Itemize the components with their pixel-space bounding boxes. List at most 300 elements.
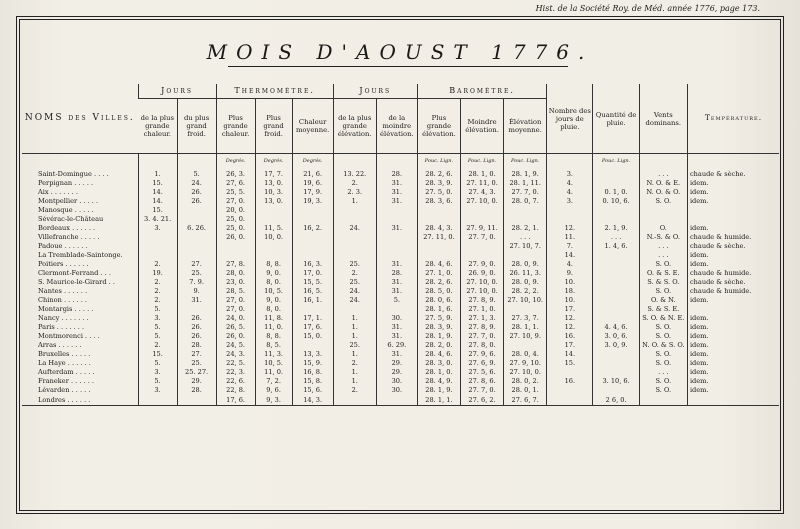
- header-jours-2: Jours: [333, 84, 417, 99]
- table-cell: 27. 8, 9.: [461, 296, 504, 305]
- table-cell: idem.: [687, 377, 779, 386]
- table-cell: 26. 9, 0.: [461, 269, 504, 278]
- table-cell: 26, 3.: [216, 170, 255, 179]
- table-cell: [376, 395, 417, 406]
- table-row: [22, 377, 779, 386]
- table-cell: 28. 2, 6.: [417, 170, 460, 179]
- city-name: Clermont-Ferrand . . .: [38, 269, 111, 278]
- table-cell: [593, 179, 639, 188]
- unit-cell: Degrés.: [216, 154, 255, 171]
- table-cell: [333, 215, 376, 224]
- table-cell: 24.: [333, 296, 376, 305]
- header-sub: du plus grand froid.: [177, 99, 216, 154]
- table-cell: 28.: [177, 386, 216, 395]
- table-cell: 30.: [376, 377, 417, 386]
- table-cell: . . .: [504, 233, 547, 242]
- table-cell: [376, 242, 417, 251]
- unit-cell: Pouc. Lign.: [461, 154, 504, 171]
- table-cell: 25, 5.: [216, 188, 255, 197]
- table-cell: 25, 0.: [216, 224, 255, 233]
- table-cell: [292, 242, 333, 251]
- table-cell: chaude & humide.: [687, 233, 779, 242]
- table-cell: 27. 9, 0.: [461, 260, 504, 269]
- table-cell: S. O.: [639, 260, 687, 269]
- table-cell: 1. 4, 6.: [593, 242, 639, 251]
- table-cell: [593, 206, 639, 215]
- table-cell: 15, 5.: [292, 278, 333, 287]
- table-row: [22, 269, 779, 278]
- table-cell: 1.: [333, 368, 376, 377]
- table-cell: 24.: [333, 287, 376, 296]
- table-row: [22, 260, 779, 269]
- table-cell: [292, 206, 333, 215]
- table-cell: [138, 395, 177, 406]
- table-cell: [177, 233, 216, 242]
- table-cell: [376, 305, 417, 314]
- table-cell: [687, 305, 779, 314]
- table-cell: 10.: [547, 278, 593, 287]
- table-cell: 27. 5, 6.: [461, 368, 504, 377]
- table-cell: [376, 215, 417, 224]
- table-cell: [138, 242, 177, 251]
- table-cell: chaude & sèche.: [687, 278, 779, 287]
- table-cell: 1.: [333, 377, 376, 386]
- table-cell: [593, 296, 639, 305]
- table-cell: 28. 0, 6.: [417, 296, 460, 305]
- table-cell: 28. 2, 0.: [417, 341, 460, 350]
- city-name: Saint-Domingue . . . .: [38, 170, 109, 179]
- table-cell: 11, 3.: [255, 350, 292, 359]
- table-cell: idem.: [687, 368, 779, 377]
- table-cell: 28. 0, 2.: [504, 377, 547, 386]
- table-row: [22, 224, 779, 233]
- table-cell: 27. 1, 0.: [461, 305, 504, 314]
- table-cell: 17, 0.: [292, 269, 333, 278]
- city-name: Aufterdam . . . . .: [38, 368, 95, 377]
- table-cell: 28. 1, 6.: [417, 305, 460, 314]
- table-cell: 27. 10, 10.: [504, 296, 547, 305]
- table-row: [22, 179, 779, 188]
- table-cell: 2.: [138, 260, 177, 269]
- table-cell: 28. 0, 7.: [504, 197, 547, 206]
- table-cell: 9, 0.: [255, 296, 292, 305]
- table-cell: 1.: [333, 332, 376, 341]
- table-cell: idem.: [687, 314, 779, 323]
- table-cell: 15, 6.: [292, 386, 333, 395]
- table-cell: [333, 305, 376, 314]
- table-cell: 4.: [547, 188, 593, 197]
- table-cell: 11.: [547, 233, 593, 242]
- table-cell: S. O.: [639, 332, 687, 341]
- table-cell: [216, 251, 255, 260]
- table-cell: 27. 8, 0.: [461, 341, 504, 350]
- table-cell: 27. 7, 0.: [461, 332, 504, 341]
- table-cell: [376, 233, 417, 242]
- table-cell: O. & S. E.: [639, 269, 687, 278]
- table-cell: 26.: [177, 332, 216, 341]
- table-cell: 24, 5.: [216, 341, 255, 350]
- table-cell: 16, 3.: [292, 260, 333, 269]
- table-cell: 27. 11, 0.: [461, 179, 504, 188]
- city-name: Franeker . . . . . .: [38, 377, 95, 386]
- running-head: Hist. de la Société Roy. de Méd. année 1776, page 173.: [535, 4, 760, 13]
- table-cell: 8, 5.: [255, 341, 292, 350]
- table-cell: 28. 1, 11.: [504, 179, 547, 188]
- table-cell: 26.: [177, 188, 216, 197]
- table-cell: 28. 0, 1.: [504, 386, 547, 395]
- table-cell: 0. 10, 6.: [593, 197, 639, 206]
- table-cell: 31.: [376, 197, 417, 206]
- header-sub: Plus grande élévation.: [417, 99, 460, 154]
- table-cell: [504, 341, 547, 350]
- table-cell: [504, 215, 547, 224]
- table-cell: 31.: [376, 350, 417, 359]
- table-cell: 13, 0.: [255, 179, 292, 188]
- table-cell: [547, 368, 593, 377]
- table-cell: 20, 0.: [216, 206, 255, 215]
- table-cell: 28. 2, 6.: [417, 278, 460, 287]
- table-cell: 28.: [177, 341, 216, 350]
- table-cell: 22, 5.: [216, 359, 255, 368]
- table-cell: 28. 3, 6.: [417, 197, 460, 206]
- table-cell: 25. 27.: [177, 368, 216, 377]
- table-cell: [255, 215, 292, 224]
- table-cell: 27.: [177, 350, 216, 359]
- table-cell: 15, 0.: [292, 332, 333, 341]
- table-cell: 10, 5.: [255, 287, 292, 296]
- table-cell: 28. 1, 1.: [417, 395, 460, 406]
- table-cell: 15, 9.: [292, 359, 333, 368]
- table-row: [22, 251, 779, 260]
- table-cell: [376, 251, 417, 260]
- header-pluie-quantite: Quantité de pluie.: [593, 84, 639, 154]
- table-cell: 8, 0.: [255, 278, 292, 287]
- table-cell: 15.: [138, 179, 177, 188]
- table-cell: 8, 0.: [255, 305, 292, 314]
- header-temperature: Température.: [687, 84, 779, 154]
- table-cell: [417, 242, 460, 251]
- table-cell: [177, 206, 216, 215]
- table-cell: 8, 8.: [255, 332, 292, 341]
- table-cell: 26, 0.: [216, 332, 255, 341]
- table-cell: [639, 206, 687, 215]
- table-cell: . . .: [639, 170, 687, 179]
- city-name: Montpellier . . . . .: [38, 197, 99, 206]
- table-cell: 22, 8.: [216, 386, 255, 395]
- header-sub: Plus grande chaleur.: [216, 99, 255, 154]
- table-cell: [333, 251, 376, 260]
- table-cell: 27. 7, 0.: [504, 188, 547, 197]
- table-cell: 28. 5, 0.: [417, 287, 460, 296]
- table-row: [22, 368, 779, 377]
- table-cell: 24.: [333, 224, 376, 233]
- table-cell: [255, 251, 292, 260]
- table-cell: 26, 5.: [216, 323, 255, 332]
- table-cell: 2.: [138, 278, 177, 287]
- table-cell: S. O.: [639, 197, 687, 206]
- table-cell: 12.: [547, 224, 593, 233]
- table-cell: 28. 1, 9.: [417, 332, 460, 341]
- table-cell: [417, 206, 460, 215]
- table-cell: 28. 1, 0.: [461, 170, 504, 179]
- table-cell: 28. 2, 1.: [504, 224, 547, 233]
- table-cell: 14.: [138, 188, 177, 197]
- city-name: Bordeaux . . . . . .: [38, 224, 96, 233]
- table-cell: 17.: [547, 305, 593, 314]
- header-sub: Plus grand froid.: [255, 99, 292, 154]
- table-cell: 24.: [177, 179, 216, 188]
- table-cell: chaude & humide.: [687, 287, 779, 296]
- table-cell: 15.: [138, 350, 177, 359]
- table-cell: 27, 8.: [216, 260, 255, 269]
- table-cell: 28. 3, 9.: [417, 323, 460, 332]
- table-cell: 27. 7, 0.: [461, 233, 504, 242]
- header-names: NOMS des Villes.: [24, 113, 135, 123]
- table-cell: [593, 260, 639, 269]
- city-name: Nantes . . . . . .: [38, 287, 88, 296]
- table-cell: 2.: [138, 296, 177, 305]
- table-cell: S. O.: [639, 386, 687, 395]
- table-cell: [547, 206, 593, 215]
- table-cell: [593, 287, 639, 296]
- table-cell: 16, 2.: [292, 224, 333, 233]
- table-cell: [593, 386, 639, 395]
- table-cell: 27. 3, 7.: [504, 314, 547, 323]
- table-cell: 5.: [138, 305, 177, 314]
- table-cell: O. & N.: [639, 296, 687, 305]
- table-cell: 27. 6, 7.: [504, 395, 547, 406]
- table-cell: [504, 251, 547, 260]
- table-cell: 13. 22.: [333, 170, 376, 179]
- table-cell: S. & S. O.: [639, 278, 687, 287]
- units-row: [22, 154, 779, 171]
- table-cell: idem.: [687, 323, 779, 332]
- table-cell: 28. 0, 9.: [504, 260, 547, 269]
- table-cell: 0. 1, 0.: [593, 188, 639, 197]
- table-cell: 1.: [333, 197, 376, 206]
- table-cell: 27. 10, 0.: [461, 197, 504, 206]
- table-row: [22, 350, 779, 359]
- table-cell: 3. 0, 6.: [593, 332, 639, 341]
- table-cell: S. O.: [639, 359, 687, 368]
- city-name: Lévarden . . . . .: [38, 386, 91, 395]
- table-cell: S. O.: [639, 287, 687, 296]
- unit-cell: Pouc. Lign.: [417, 154, 460, 171]
- table-cell: [376, 206, 417, 215]
- table-cell: 28, 0.: [216, 269, 255, 278]
- table-cell: 1.: [333, 323, 376, 332]
- table-cell: [593, 269, 639, 278]
- table-cell: 11, 0.: [255, 323, 292, 332]
- table-cell: 3.: [138, 314, 177, 323]
- table-cell: 28. 1, 0.: [417, 368, 460, 377]
- table-cell: 15, 8.: [292, 377, 333, 386]
- table-row: [22, 296, 779, 305]
- table-cell: [138, 233, 177, 242]
- table-cell: 10, 0.: [255, 233, 292, 242]
- table-cell: 25.: [333, 260, 376, 269]
- table-row: [22, 323, 779, 332]
- table-row: [22, 170, 779, 179]
- table-cell: 27. 5, 9.: [417, 314, 460, 323]
- table-cell: 2. 1, 9.: [593, 224, 639, 233]
- table-cell: idem.: [687, 341, 779, 350]
- title-rule: [228, 66, 568, 67]
- table-row: [22, 386, 779, 395]
- table-cell: 6. 26.: [177, 224, 216, 233]
- table-cell: 22, 3.: [216, 368, 255, 377]
- table-cell: 11, 0.: [255, 368, 292, 377]
- table-cell: O.: [639, 224, 687, 233]
- table-cell: idem.: [687, 332, 779, 341]
- table-cell: 27. 4, 3.: [461, 188, 504, 197]
- table-cell: 14.: [547, 350, 593, 359]
- table-cell: 31.: [376, 260, 417, 269]
- city-name: Chinon . . . . . .: [38, 296, 88, 305]
- table-cell: 31.: [376, 224, 417, 233]
- table-cell: [216, 242, 255, 251]
- table-cell: idem.: [687, 251, 779, 260]
- table-cell: idem.: [687, 260, 779, 269]
- table-cell: [138, 251, 177, 260]
- table-cell: 29.: [376, 359, 417, 368]
- table-cell: N. O. & S. O.: [639, 341, 687, 350]
- table-cell: 28. 1, 1.: [504, 323, 547, 332]
- table-cell: 30.: [376, 314, 417, 323]
- table-cell: . . .: [593, 233, 639, 242]
- table-cell: [333, 242, 376, 251]
- table-cell: 28. 0, 9.: [504, 278, 547, 287]
- unit-cell: Degrés.: [255, 154, 292, 171]
- table-cell: 21, 6.: [292, 170, 333, 179]
- table-cell: 14, 3.: [292, 395, 333, 406]
- table-cell: chaude & sèche.: [687, 170, 779, 179]
- table-cell: 5.: [138, 332, 177, 341]
- table-cell: 1.: [333, 314, 376, 323]
- table-row: [22, 332, 779, 341]
- table-cell: 3. 0, 9.: [593, 341, 639, 350]
- table-cell: [593, 215, 639, 224]
- table-cell: N.-S. & O.: [639, 233, 687, 242]
- table-cell: 27. 10, 0.: [504, 368, 547, 377]
- table-cell: 28. 3, 9.: [417, 179, 460, 188]
- table-cell: 26, 0.: [216, 233, 255, 242]
- table-cell: 4. 4, 6.: [593, 323, 639, 332]
- table-cell: 25, 0.: [216, 215, 255, 224]
- table-cell: 27.: [177, 260, 216, 269]
- table-cell: idem.: [687, 179, 779, 188]
- table-cell: 6. 29.: [376, 341, 417, 350]
- city-name: Paris . . . . . . .: [38, 323, 85, 332]
- table-row: [22, 314, 779, 323]
- table-cell: 7. 9.: [177, 278, 216, 287]
- table-cell: [547, 386, 593, 395]
- table-cell: 3.: [138, 224, 177, 233]
- table-cell: [593, 305, 639, 314]
- header-sub: Élévation moyenne.: [504, 99, 547, 154]
- unit-cell: [687, 154, 779, 171]
- table-cell: [461, 215, 504, 224]
- table-row: [22, 278, 779, 287]
- table-cell: [593, 314, 639, 323]
- table-row: [22, 206, 779, 215]
- table-cell: 27. 10, 9.: [504, 332, 547, 341]
- table-cell: [504, 206, 547, 215]
- table-cell: [333, 395, 376, 406]
- table-cell: 17, 9.: [292, 188, 333, 197]
- table-cell: 27, 0.: [216, 197, 255, 206]
- table-cell: 9, 0.: [255, 269, 292, 278]
- table-row: [22, 242, 779, 251]
- table-cell: [461, 206, 504, 215]
- table-cell: . . .: [639, 242, 687, 251]
- table-cell: 31.: [177, 296, 216, 305]
- table-cell: [292, 251, 333, 260]
- table-cell: 4.: [547, 179, 593, 188]
- unit-cell: Pouc. Lign.: [593, 154, 639, 171]
- table-row: [22, 188, 779, 197]
- table-cell: 30.: [376, 386, 417, 395]
- table-cell: 28. 4, 6.: [417, 350, 460, 359]
- table-cell: 7, 2.: [255, 377, 292, 386]
- table-cell: 3. 4. 21.: [138, 215, 177, 224]
- city-name: Nancy . . . . . . .: [38, 314, 89, 323]
- table-cell: 9.: [177, 287, 216, 296]
- table-cell: [593, 251, 639, 260]
- table-cell: chaude & humide.: [687, 269, 779, 278]
- table-cell: 2. 3.: [333, 188, 376, 197]
- table-cell: . . .: [639, 251, 687, 260]
- table-cell: 16.: [547, 377, 593, 386]
- table-cell: 11, 5.: [255, 224, 292, 233]
- header-thermometre: Thermomètre.: [216, 84, 333, 99]
- table-cell: . . .: [639, 368, 687, 377]
- table-cell: 19, 3.: [292, 197, 333, 206]
- table-cell: 3.: [547, 197, 593, 206]
- table-cell: 27. 6, 9.: [461, 359, 504, 368]
- table-cell: [177, 305, 216, 314]
- city-name: Manosque . . . . .: [38, 206, 94, 215]
- table-cell: [547, 395, 593, 406]
- unit-cell: [376, 154, 417, 171]
- header-sub: Moindre élévation.: [461, 99, 504, 154]
- table-cell: 14.: [138, 197, 177, 206]
- unit-cell: Degrés.: [292, 154, 333, 171]
- table-cell: [461, 242, 504, 251]
- table-cell: 28, 5.: [216, 287, 255, 296]
- table-cell: [461, 251, 504, 260]
- table-cell: 2.: [333, 359, 376, 368]
- header-pluie-jours: Nombre des jours de pluie.: [547, 84, 593, 154]
- table-cell: 5.: [138, 377, 177, 386]
- city-name: Perpignan . . . . .: [38, 179, 94, 188]
- table-cell: 31.: [376, 278, 417, 287]
- table-cell: chaude & sèche.: [687, 242, 779, 251]
- table-cell: 19, 6.: [292, 179, 333, 188]
- header-sub: Chaleur moyenne.: [292, 99, 333, 154]
- table-cell: 17, 6.: [216, 395, 255, 406]
- table-cell: 3.: [138, 386, 177, 395]
- table-cell: [547, 215, 593, 224]
- table-row: [22, 197, 779, 206]
- table-row: [22, 287, 779, 296]
- table-cell: 27. 1, 0.: [417, 269, 460, 278]
- table-cell: idem.: [687, 197, 779, 206]
- table-cell: 31.: [376, 323, 417, 332]
- table-cell: 27. 11, 0.: [417, 233, 460, 242]
- table-cell: [177, 242, 216, 251]
- table-cell: 27. 10, 0.: [461, 287, 504, 296]
